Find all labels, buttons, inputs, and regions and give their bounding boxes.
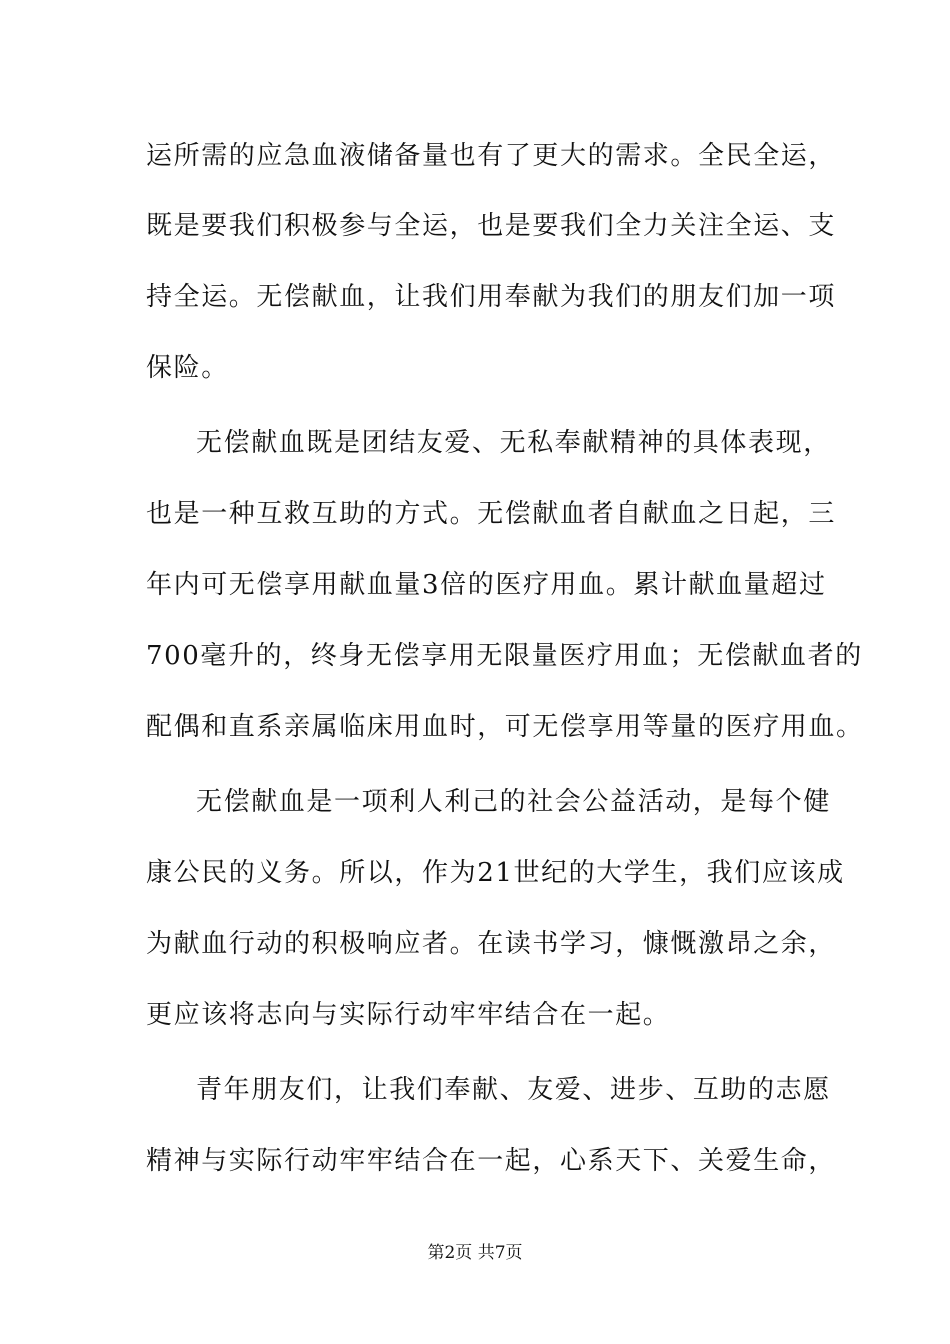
text-line: 配偶和直系亲属临床用血时，可无偿享用等量的医疗用血。 (146, 712, 864, 742)
paragraph-first-line: 无偿献血既是团结友爱、无私奉献精神的具体表现， (196, 428, 831, 458)
text-line: 年内可无偿享用献血量3倍的医疗用血。累计献血量超过 (146, 570, 827, 600)
text-line: 康公民的义务。所以，作为21世纪的大学生，我们应该成 (146, 858, 845, 888)
text-line: 精神与实际行动牢牢结合在一起，心系天下、关爱生命， (146, 1146, 837, 1176)
text-line: 持全运。无偿献血，让我们用奉献为我们的朋友们加一项 (146, 282, 837, 312)
text-line: 既是要我们积极参与全运，也是要我们全力关注全运、支 (146, 211, 837, 241)
text-line: 更应该将志向与实际行动牢牢结合在一起。 (146, 1000, 671, 1030)
text-line: 运所需的应急血液储备量也有了更大的需求。全民全运， (146, 141, 837, 171)
text-line: 保险。 (146, 353, 229, 383)
text-line: 700毫升的，终身无偿享用无限量医疗用血；无偿献血者的 (146, 641, 863, 671)
text-line: 为献血行动的积极响应者。在读书学习，慷慨激昂之余， (146, 929, 837, 959)
paragraph-first-line: 无偿献血是一项利人利己的社会公益活动，是每个健 (196, 787, 831, 817)
text-line: 也是一种互救互助的方式。无偿献血者自献血之日起，三 (146, 499, 837, 529)
paragraph-first-line: 青年朋友们，让我们奉献、友爱、进步、互助的志愿 (196, 1075, 831, 1105)
page-number-footer: 第2页 共7页 (427, 1243, 523, 1263)
